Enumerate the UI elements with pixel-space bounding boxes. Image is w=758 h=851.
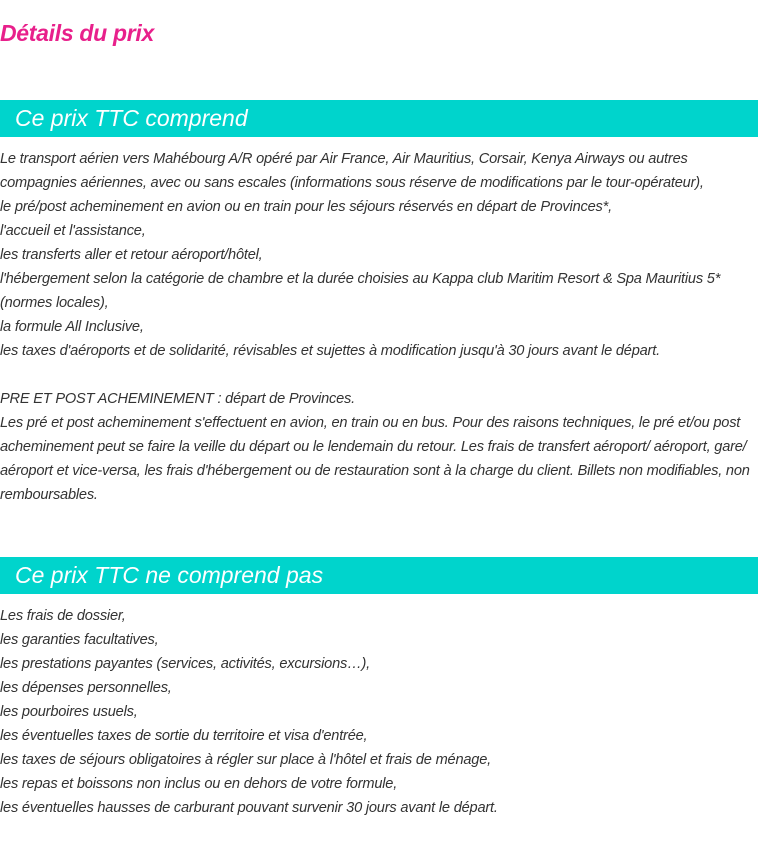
includes-line: compagnies aériennes, avec ou sans escales (informations sous réserve de modifications par le tour-opérateur),: [0, 175, 704, 191]
includes-list: [0, 147, 758, 507]
acheminement-note-line: remboursables.: [0, 487, 98, 503]
excludes-line: les prestations payantes (services, activités, excursions…),: [0, 656, 371, 672]
acheminement-note-line: PRE ET POST ACHEMINEMENT : départ de Provinces.: [0, 391, 356, 407]
includes-line: (normes locales),: [0, 295, 109, 311]
includes-line: le pré/post acheminement en avion ou en train pour les séjours réservés en départ de Provinces*,: [0, 199, 612, 215]
includes-line: les taxes d'aéroports et de solidarité, révisables et sujettes à modification jusqu'à 30 jours avant le départ.: [0, 343, 660, 359]
includes-section-header: Ce prix TTC comprend: [0, 100, 758, 137]
includes-line: les transferts aller et retour aéroport/hôtel,: [0, 247, 263, 263]
excludes-line: les éventuelles taxes de sortie du territoire et visa d'entrée,: [0, 728, 368, 744]
excludes-line: Les frais de dossier,: [0, 608, 126, 624]
acheminement-note-line: aéroport et vice-versa, les frais d'hébergement ou de restauration sont à la charge du client. Billets non modifiables, non: [0, 463, 750, 479]
page-title: Détails du prix: [0, 20, 154, 46]
excludes-line: les pourboires usuels,: [0, 704, 138, 720]
excludes-line: les dépenses personnelles,: [0, 680, 172, 696]
includes-line: la formule All Inclusive,: [0, 319, 144, 335]
includes-line: Le transport aérien vers Mahébourg A/R opéré par Air France, Air Mauritius, Corsair, Kenya Airways ou autres: [0, 151, 688, 167]
excludes-line: les éventuelles hausses de carburant pouvant survenir 30 jours avant le départ.: [0, 800, 498, 816]
acheminement-note-line: Les pré et post acheminement s'effectuent en avion, en train ou en bus. Pour des raisons techniques, le pré et/ou post: [0, 415, 741, 431]
spacer: [0, 363, 758, 387]
excludes-list: [0, 604, 758, 820]
includes-line: l'accueil et l'assistance,: [0, 223, 146, 239]
acheminement-note-line: acheminement peut se faire la veille du départ ou le lendemain du retour. Les frais de transfert aéroport/ aéroport, gare/: [0, 439, 747, 455]
excludes-line: les taxes de séjours obligatoires à régler sur place à l'hôtel et frais de ménage,: [0, 752, 491, 768]
excludes-section-header: Ce prix TTC ne comprend pas: [0, 557, 758, 594]
excludes-line: les garanties facultatives,: [0, 632, 159, 648]
includes-line: l'hébergement selon la catégorie de chambre et la durée choisies au Kappa club Maritim Resort & Spa Mauritius 5*: [0, 271, 721, 287]
excludes-line: les repas et boissons non inclus ou en dehors de votre formule,: [0, 776, 398, 792]
